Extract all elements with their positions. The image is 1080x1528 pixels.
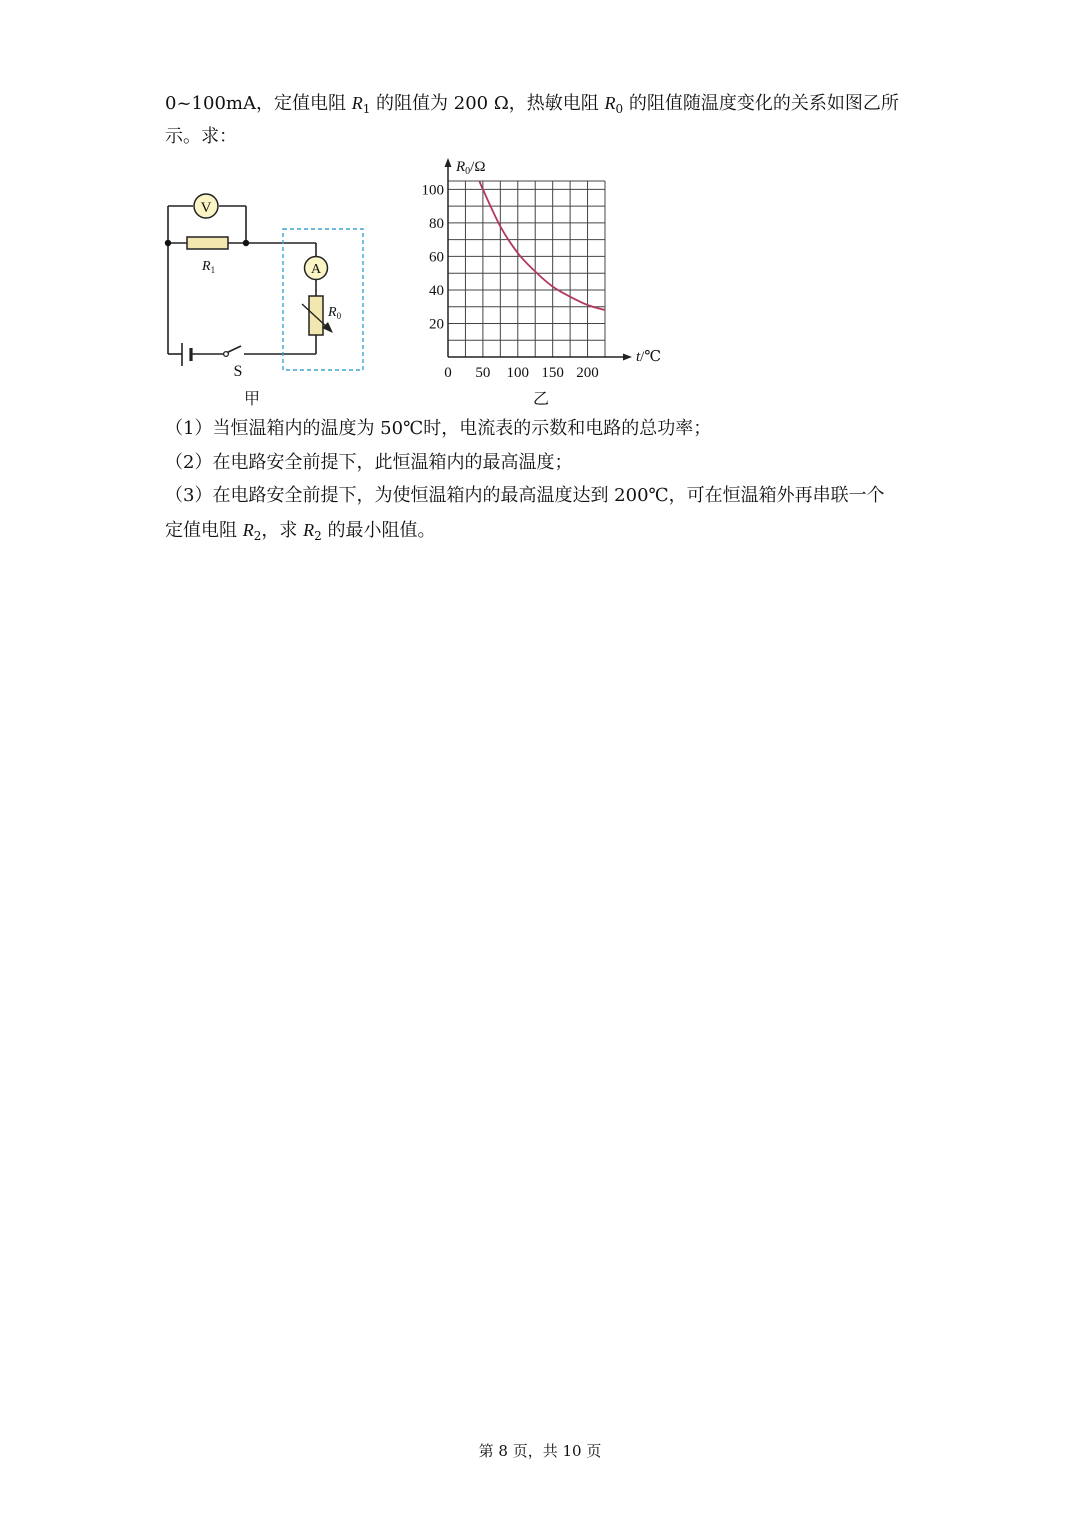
x-tick-label: 100 — [506, 365, 530, 381]
r1-label-sub: 1 — [210, 265, 216, 275]
page-footer: 第 8 页，共 10 页 — [478, 1442, 602, 1460]
question-3-line-1: （3）在电路安全前提下，为使恒温箱内的最高温度达到 200℃，可在恒温箱外再串联一个 — [165, 485, 885, 506]
resistor-r1 — [187, 237, 228, 249]
x-tick-label: 50 — [475, 365, 491, 381]
chart-grid — [448, 181, 605, 357]
r1-symbol: R — [351, 93, 363, 113]
r0-label-sub: 0 — [336, 311, 342, 321]
chart-caption: 乙 — [532, 389, 550, 408]
intro-text: 的阻值为 200 Ω，热敏电阻 — [370, 93, 605, 114]
y-tick-label: 20 — [429, 316, 444, 333]
voltmeter-label: V — [200, 200, 212, 216]
y-axis-arrow — [445, 158, 452, 167]
x-tick-label: 0 — [444, 365, 452, 381]
r2-symbol: R — [303, 520, 315, 540]
r2-subscript: 2 — [314, 529, 322, 543]
x-axis-arrow — [623, 354, 632, 361]
r0-label-letter: R — [328, 305, 337, 320]
intro-line-2: 示。求： — [165, 126, 237, 147]
r0-subscript: 0 — [615, 102, 624, 116]
y-tick-label: 100 — [421, 182, 444, 199]
circuit-caption: 甲 — [243, 389, 261, 408]
r0-symbol: R — [604, 93, 616, 113]
x-axis-label-letter: t — [636, 349, 641, 365]
x-axis-label-unit: /℃ — [640, 349, 662, 365]
y-axis-label-sub: 0 — [465, 166, 471, 177]
q3-text: 的最小阻值。 — [321, 520, 436, 541]
thermistor-r0 — [309, 296, 323, 335]
x-tick-label: 200 — [576, 365, 599, 381]
junction-dot — [165, 240, 171, 246]
circuit-diagram — [155, 175, 375, 435]
question-1: （1）当恒温箱内的温度为 50℃时，电流表的示数和电路的总功率； — [165, 418, 712, 439]
r0-curve — [479, 181, 605, 310]
r0-label — [327, 305, 342, 321]
junction-dot — [243, 240, 249, 246]
question-3-line-2 — [165, 518, 435, 548]
r1-label — [201, 259, 215, 275]
y-tick-label: 40 — [429, 282, 444, 299]
y-axis-label-unit: /Ω — [470, 159, 486, 175]
r2-symbol: R — [242, 520, 254, 540]
switch-contact — [224, 352, 229, 357]
ammeter-label: A — [310, 262, 322, 277]
q3-text: 定值电阻 — [165, 520, 243, 541]
switch-label: S — [233, 363, 243, 380]
r0-temperature-chart — [405, 150, 695, 415]
q3-text: ，求 — [261, 520, 304, 541]
y-axis-label-letter: R — [456, 159, 466, 175]
x-axis-label — [636, 349, 661, 365]
r1-label-letter: R — [202, 259, 211, 274]
question-2: （2）在电路安全前提下，此恒温箱内的最高温度； — [165, 452, 573, 473]
y-tick-label: 60 — [429, 249, 444, 266]
x-tick-label: 150 — [541, 365, 564, 381]
intro-line-1 — [165, 91, 899, 121]
r1-subscript: 1 — [362, 102, 371, 116]
intro-text: 0~100mA，定值电阻 — [165, 93, 352, 114]
y-axis-label — [455, 159, 486, 177]
r2-subscript: 2 — [253, 529, 262, 543]
intro-text: 的阻值随温度变化的关系如图乙所 — [623, 93, 899, 114]
y-tick-label: 80 — [429, 215, 444, 232]
